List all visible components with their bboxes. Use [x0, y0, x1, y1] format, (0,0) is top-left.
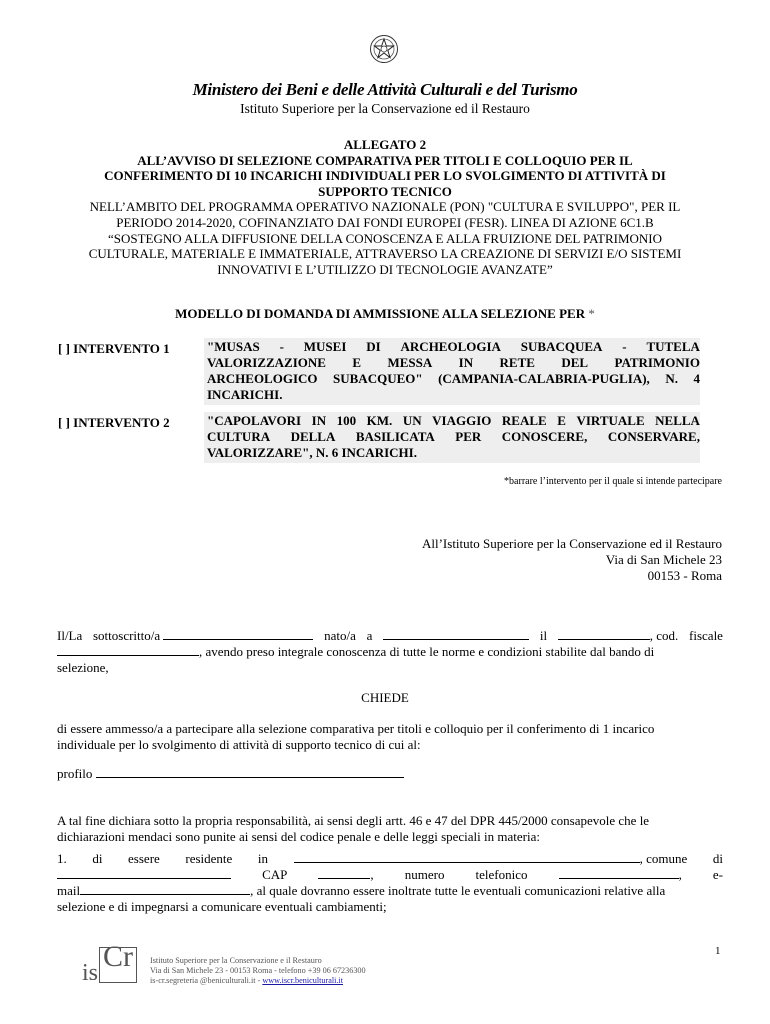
residence-line-1: 1. di essere residente in , comune di	[57, 851, 723, 866]
request-line: di essere ammesso/a a partecipare alla selezione comparativa per titoli e colloquio per il conferimento di 1 incarico	[57, 721, 655, 736]
allegato-line: CONFERIMENTO DI 10 INCARICHI INDIVIDUALI PER LO SVOLGIMENTO DI ATTIVITÀ DI	[104, 168, 666, 184]
residence-item	[57, 851, 723, 915]
intervento-1-line: ARCHEOLOGICO SUBACQUEO" (CAMPANIA-CALABRIA-PUGLIA), N. 4	[207, 371, 700, 386]
name-field[interactable]	[163, 628, 313, 640]
allegato-header	[40, 137, 730, 277]
institute-name: Istituto Superiore per la Conservazione ed il Restauro	[240, 101, 530, 116]
declaration-line: A tal fine dichiara sotto la propria responsabilità, ai sensi degli artt. 46 e 47 del DPR 445/2000 consapevole che le	[57, 813, 650, 828]
intervento-1-description	[204, 338, 700, 405]
intervento-2-line: "CAPOLAVORI IN 100 KM. UN VIAGGIO REALE E VIRTUALE NELLA	[207, 413, 700, 428]
italian-republic-emblem-icon	[369, 34, 399, 64]
recipient-line: Via di San Michele 23	[605, 552, 722, 567]
profile-field[interactable]	[96, 766, 404, 778]
residence-line-4: selezione e di impegnarsi a comunicare eventuali cambiamenti;	[57, 899, 387, 914]
birthplace-field[interactable]	[383, 628, 529, 640]
intervento-1-line: VALORIZZAZIONE E MESSA IN RETE DEL PATRIMONIO	[207, 355, 700, 370]
programme-line: INNOVATIVI E L’UTILIZZO DI TECNOLOGIE AVANZATE”	[217, 261, 553, 277]
comune-field[interactable]	[57, 867, 231, 879]
intervento-2-line: VALORIZZARE", N. 6 INCARICHI.	[207, 445, 417, 460]
residence-line-3: mail , al quale dovranno essere inoltrate tutte le eventuali comunicazioni relative alla	[57, 883, 666, 898]
programme-line: “SOSTEGNO ALLA DIFFUSIONE DELLA CONOSCENZA E ALLA FRUIZIONE DEL PATRIMONIO	[107, 230, 663, 246]
iscr-logo-is: is	[82, 960, 99, 986]
profile-line	[57, 766, 723, 782]
intervento-1-checkbox-label[interactable]: [ ] INTERVENTO 1	[58, 341, 170, 356]
model-title	[0, 306, 770, 322]
intervento-1-line: INCARICHI.	[207, 387, 283, 402]
birthdate-field[interactable]	[558, 628, 650, 640]
residence-field[interactable]	[294, 851, 640, 863]
recipient-line: All’Istituto Superiore per la Conservazione ed il Restauro	[421, 536, 722, 551]
allegato-line: SUPPORTO TECNICO	[318, 183, 452, 199]
intervento-2-checkbox-label[interactable]: [ ] INTERVENTO 2	[58, 415, 170, 430]
chiede-heading: CHIEDE	[361, 690, 409, 705]
applicant-line-3: selezione,	[57, 660, 109, 675]
model-title-asterisk: *	[588, 306, 595, 321]
programme-line: PERIODO 2014-2020, COFINANZIATO DAI FONDI EUROPEI (FESR). LINEA DI AZIONE 6C1.B	[116, 214, 654, 230]
cap-field[interactable]	[318, 867, 370, 879]
fiscal-code-field[interactable]	[57, 644, 199, 656]
website-link[interactable]: www.iscr.beniculturali.it	[262, 976, 343, 985]
page-number: 1	[715, 945, 721, 957]
footer-line: Istituto Superiore per la Conservazione e il Restauro	[150, 956, 322, 965]
intervento-2-line: CULTURA DELLA BASILICATA PER CONOSCERE, CONSERVARE,	[207, 429, 700, 444]
intervention-note: *barrare l’intervento per il quale si intende partecipare	[504, 476, 722, 487]
applicant-line-2: , avendo preso integrale conoscenza di tutte le norme e condizioni stabilite dal bando di	[57, 644, 723, 660]
declaration-line: dichiarazioni mendaci sono punite ai sensi del codice penale e delle leggi speciali in materia:	[57, 829, 540, 844]
declaration-block	[57, 813, 723, 845]
iscr-logo	[82, 940, 140, 994]
footer-line: is-cr.segreteria @beniculturali.it - www.iscr.beniculturali.it	[150, 976, 343, 985]
recipient-address	[422, 536, 722, 584]
allegato-title: ALLEGATO 2	[343, 137, 427, 152]
footer-contacts	[150, 956, 366, 986]
iscr-logo-cr: Cr	[103, 940, 133, 973]
intervento-2-description	[204, 412, 700, 463]
request-block	[57, 721, 723, 753]
ministry-name: Ministero dei Beni e delle Attività Culturali e del Turismo	[192, 80, 578, 99]
applicant-line-1: Il/La sottoscritto/a nato/a a il , cod. fiscale	[57, 628, 723, 643]
email-field[interactable]	[80, 883, 250, 895]
request-line: individuale per lo svolgimento di attività di supporto tecnico di cui al:	[57, 737, 421, 752]
residence-line-2: CAP , numero telefonico , e-	[57, 867, 723, 883]
allegato-line: ALL’AVVISO DI SELEZIONE COMPARATIVA PER TITOLI E COLLOQUIO PER IL	[137, 152, 633, 168]
model-title-text: MODELLO DI DOMANDA DI AMMISSIONE ALLA SELEZIONE PER	[175, 306, 586, 321]
profile-label: profilo	[57, 766, 93, 781]
intervento-1-line: "MUSAS - MUSEI DI ARCHEOLOGIA SUBACQUEA - TUTELA	[207, 339, 700, 354]
programme-line: CULTURALE, MATERIALE E IMMATERIALE, ATTRAVERSO LA CREAZIONE DI SERVIZI E/O SISTEMI	[88, 246, 682, 262]
applicant-block	[57, 628, 723, 676]
footer-line: Via di San Michele 23 - 00153 Roma - telefono +39 06 67236300	[150, 966, 366, 975]
programme-line: NELL’AMBITO DEL PROGRAMMA OPERATIVO NAZIONALE (PON) "CULTURA E SVILUPPO", PER IL	[89, 199, 681, 215]
phone-field[interactable]	[559, 867, 679, 879]
recipient-line: 00153 - Roma	[647, 568, 722, 583]
